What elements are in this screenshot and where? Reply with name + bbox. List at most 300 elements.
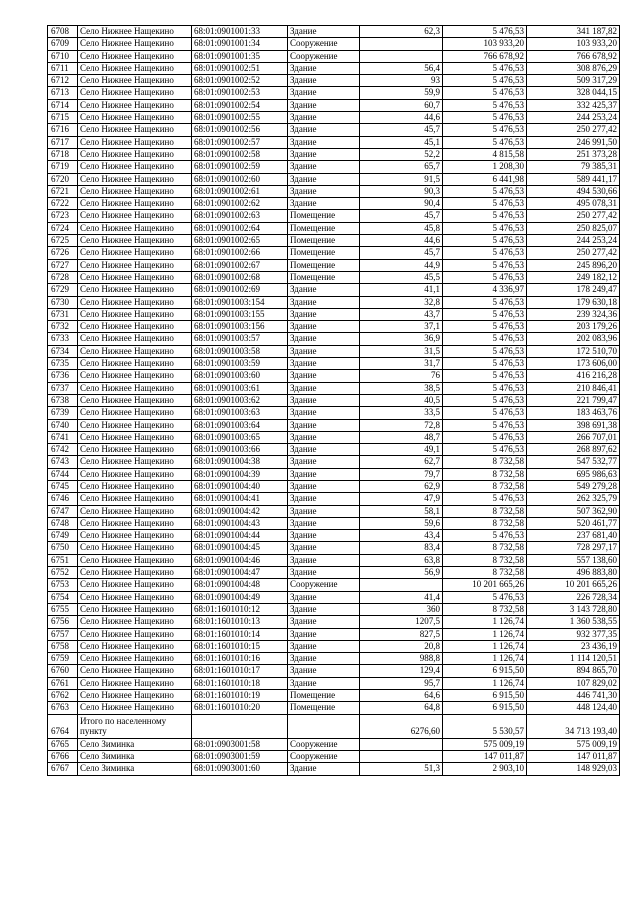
cadastral-number-cell: 68:01:0901003:64: [192, 419, 288, 431]
cadastral-value-cell: 266 707,01: [527, 431, 620, 443]
table-row: [48, 419, 620, 431]
settlement-name-cell: Село Нижнее Нащекино: [78, 407, 192, 419]
cadastral-number-cell: 68:01:0901002:59: [192, 161, 288, 173]
unit-value-cell: 5 476,53: [443, 493, 527, 505]
cadastral-value-cell: 575 009,19: [527, 738, 620, 750]
table-row: [48, 308, 620, 320]
settlement-name-cell: Село Нижнее Нащекино: [78, 136, 192, 148]
row-number-cell: 6736: [48, 370, 78, 382]
unit-value-cell: 5 476,53: [443, 222, 527, 234]
object-type-cell: Здание: [288, 493, 360, 505]
unit-value-cell: 5 476,53: [443, 321, 527, 333]
area-cell: 45,5: [360, 271, 443, 283]
cadastral-value-cell: 245 896,20: [527, 259, 620, 271]
cadastral-value-cell: 341 187,82: [527, 26, 620, 38]
unit-value-cell: 4 336,97: [443, 284, 527, 296]
unit-value-cell: 1 126,74: [443, 640, 527, 652]
area-cell: 45,7: [360, 247, 443, 259]
row-number-cell: 6742: [48, 444, 78, 456]
unit-value-cell: 5 476,53: [443, 259, 527, 271]
cadastral-number-cell: 68:01:0901002:58: [192, 148, 288, 160]
unit-value-cell: 4 815,58: [443, 148, 527, 160]
object-type-cell: Здание: [288, 468, 360, 480]
cadastral-number-cell: 68:01:0901002:63: [192, 210, 288, 222]
row-number-cell: 6716: [48, 124, 78, 136]
row-number-cell: 6733: [48, 333, 78, 345]
table-row: [48, 468, 620, 480]
unit-value-cell: 5 530,57: [443, 714, 527, 738]
settlement-name-cell: Село Нижнее Нащекино: [78, 161, 192, 173]
cadastral-value-cell: 3 143 728,80: [527, 603, 620, 615]
table-row: [48, 394, 620, 406]
table-row: [48, 714, 620, 738]
cadastral-number-cell: 68:01:1601010:13: [192, 616, 288, 628]
table-row: [48, 136, 620, 148]
settlement-name-cell: Село Нижнее Нащекино: [78, 308, 192, 320]
cadastral-value-cell: 268 897,62: [527, 444, 620, 456]
settlement-name-cell: Село Нижнее Нащекино: [78, 148, 192, 160]
table-row: [48, 542, 620, 554]
unit-value-cell: 5 476,53: [443, 333, 527, 345]
cadastral-number-cell: 68:01:1601010:16: [192, 653, 288, 665]
settlement-name-cell: Село Нижнее Нащекино: [78, 321, 192, 333]
object-type-cell: Здание: [288, 517, 360, 529]
table-row: [48, 173, 620, 185]
table-row: [48, 38, 620, 50]
settlement-name-cell: Село Нижнее Нащекино: [78, 222, 192, 234]
cadastral-number-cell: 68:01:1601010:19: [192, 690, 288, 702]
unit-value-cell: 5 476,53: [443, 198, 527, 210]
cadastral-value-cell: 210 846,41: [527, 382, 620, 394]
settlement-name-cell: Село Нижнее Нащекино: [78, 235, 192, 247]
object-type-cell: Помещение: [288, 235, 360, 247]
table-row: [48, 382, 620, 394]
area-cell: 45,7: [360, 124, 443, 136]
area-cell: 38,5: [360, 382, 443, 394]
cadastral-value-cell: 932 377,35: [527, 628, 620, 640]
object-type-cell: Помещение: [288, 247, 360, 259]
table-row: [48, 75, 620, 87]
cadastral-number-cell: 68:01:0901003:63: [192, 407, 288, 419]
row-number-cell: 6718: [48, 148, 78, 160]
unit-value-cell: 5 476,53: [443, 75, 527, 87]
object-type-cell: Здание: [288, 407, 360, 419]
cadastral-value-cell: 250 277,42: [527, 210, 620, 222]
unit-value-cell: 575 009,19: [443, 738, 527, 750]
row-number-cell: 6749: [48, 530, 78, 542]
unit-value-cell: 5 476,53: [443, 530, 527, 542]
cadastral-value-cell: 79 385,31: [527, 161, 620, 173]
cadastral-number-cell: 68:01:0901003:66: [192, 444, 288, 456]
table-row: [48, 653, 620, 665]
cadastral-value-cell: 589 441,17: [527, 173, 620, 185]
area-cell: [360, 750, 443, 762]
unit-value-cell: 5 476,53: [443, 62, 527, 74]
object-type-cell: Здание: [288, 284, 360, 296]
settlement-name-cell: Село Нижнее Нащекино: [78, 112, 192, 124]
settlement-name-cell: Село Нижнее Нащекино: [78, 87, 192, 99]
unit-value-cell: 6 915,50: [443, 665, 527, 677]
cadastral-number-cell: 68:01:0901004:45: [192, 542, 288, 554]
settlement-name-cell: Село Зиминка: [78, 738, 192, 750]
cadastral-value-cell: 10 201 665,26: [527, 579, 620, 591]
unit-value-cell: 5 476,53: [443, 296, 527, 308]
row-number-cell: 6752: [48, 567, 78, 579]
cadastral-number-cell: 68:01:0901004:40: [192, 480, 288, 492]
row-number-cell: 6761: [48, 677, 78, 689]
row-number-cell: 6717: [48, 136, 78, 148]
cadastral-number-cell: 68:01:0901004:39: [192, 468, 288, 480]
settlement-name-cell: Село Нижнее Нащекино: [78, 517, 192, 529]
cadastral-number-cell: 68:01:0901002:65: [192, 235, 288, 247]
table-row: [48, 456, 620, 468]
object-type-cell: Здание: [288, 124, 360, 136]
row-number-cell: 6751: [48, 554, 78, 566]
row-number-cell: 6731: [48, 308, 78, 320]
settlement-name-cell: Село Нижнее Нащекино: [78, 198, 192, 210]
settlement-name-cell: Село Нижнее Нащекино: [78, 247, 192, 259]
area-cell: 83,4: [360, 542, 443, 554]
unit-value-cell: 5 476,53: [443, 345, 527, 357]
cadastral-value-cell: 34 713 193,40: [527, 714, 620, 738]
cadastral-value-cell: 507 362,90: [527, 505, 620, 517]
table-row: [48, 370, 620, 382]
settlement-name-cell: Село Нижнее Нащекино: [78, 124, 192, 136]
settlement-name-cell: Село Нижнее Нащекино: [78, 99, 192, 111]
area-cell: 65,7: [360, 161, 443, 173]
row-number-cell: 6738: [48, 394, 78, 406]
cadastral-number-cell: 68:01:0901004:41: [192, 493, 288, 505]
object-type-cell: Здание: [288, 148, 360, 160]
row-number-cell: 6764: [48, 714, 78, 738]
cadastral-number-cell: 68:01:0901004:42: [192, 505, 288, 517]
object-type-cell: Здание: [288, 136, 360, 148]
row-number-cell: 6734: [48, 345, 78, 357]
row-number-cell: 6729: [48, 284, 78, 296]
cadastral-number-cell: 68:01:1601010:20: [192, 702, 288, 714]
area-cell: [360, 738, 443, 750]
area-cell: 44,9: [360, 259, 443, 271]
object-type-cell: Сооружение: [288, 579, 360, 591]
settlement-name-cell: Село Нижнее Нащекино: [78, 419, 192, 431]
cadastral-value-cell: 250 277,42: [527, 247, 620, 259]
cadastral-number-cell: 68:01:0901002:53: [192, 87, 288, 99]
cadastral-value-cell: 103 933,20: [527, 38, 620, 50]
cadastral-value-cell: 251 373,28: [527, 148, 620, 160]
cadastral-number-cell: 68:01:0901002:69: [192, 284, 288, 296]
row-number-cell: 6719: [48, 161, 78, 173]
row-number-cell: 6715: [48, 112, 78, 124]
cadastral-value-cell: 250 277,42: [527, 124, 620, 136]
cadastral-value-cell: 237 681,40: [527, 530, 620, 542]
cadastral-number-cell: 68:01:0901003:61: [192, 382, 288, 394]
cadastral-value-cell: 203 179,26: [527, 321, 620, 333]
object-type-cell: Здание: [288, 591, 360, 603]
row-number-cell: 6743: [48, 456, 78, 468]
area-cell: 62,9: [360, 480, 443, 492]
settlement-name-cell: Село Нижнее Нащекино: [78, 579, 192, 591]
cadastral-value-cell: 494 530,66: [527, 185, 620, 197]
settlement-name-cell: Село Нижнее Нащекино: [78, 603, 192, 615]
table-row: [48, 185, 620, 197]
object-type-cell: Здание: [288, 505, 360, 517]
unit-value-cell: 5 476,53: [443, 26, 527, 38]
cadastral-value-cell: 398 691,38: [527, 419, 620, 431]
cadastral-number-cell: [192, 714, 288, 738]
cadastral-value-cell: 202 083,96: [527, 333, 620, 345]
cadastral-value-cell: 178 249,47: [527, 284, 620, 296]
unit-value-cell: 5 476,53: [443, 235, 527, 247]
cadastral-number-cell: 68:01:0901003:58: [192, 345, 288, 357]
area-cell: 31,5: [360, 345, 443, 357]
object-type-cell: Здание: [288, 185, 360, 197]
area-cell: [360, 38, 443, 50]
cadastral-value-cell: 328 044,15: [527, 87, 620, 99]
object-type-cell: Здание: [288, 370, 360, 382]
area-cell: 90,4: [360, 198, 443, 210]
table-row: [48, 690, 620, 702]
unit-value-cell: 5 476,53: [443, 407, 527, 419]
settlement-name-cell: Село Нижнее Нащекино: [78, 358, 192, 370]
object-type-cell: Здание: [288, 542, 360, 554]
unit-value-cell: 147 011,87: [443, 750, 527, 762]
table-row: [48, 321, 620, 333]
area-cell: 47,9: [360, 493, 443, 505]
cadastral-number-cell: 68:01:0901002:55: [192, 112, 288, 124]
settlement-name-cell: Село Нижнее Нащекино: [78, 62, 192, 74]
area-cell: 91,5: [360, 173, 443, 185]
cadastral-number-cell: 68:01:0901003:59: [192, 358, 288, 370]
row-number-cell: 6745: [48, 480, 78, 492]
row-number-cell: 6713: [48, 87, 78, 99]
cadastral-value-cell: 547 532,77: [527, 456, 620, 468]
row-number-cell: 6711: [48, 62, 78, 74]
cadastral-value-cell: 520 461,77: [527, 517, 620, 529]
cadastral-number-cell: 68:01:0901002:54: [192, 99, 288, 111]
object-type-cell: Здание: [288, 554, 360, 566]
table-row: [48, 665, 620, 677]
row-number-cell: 6710: [48, 50, 78, 62]
unit-value-cell: 8 732,58: [443, 542, 527, 554]
cadastral-value-cell: 894 865,70: [527, 665, 620, 677]
table-row: [48, 591, 620, 603]
object-type-cell: Здание: [288, 62, 360, 74]
area-cell: [360, 50, 443, 62]
table-row: [48, 235, 620, 247]
unit-value-cell: 1 126,74: [443, 616, 527, 628]
cadastral-number-cell: 68:01:0901002:68: [192, 271, 288, 283]
cadastral-value-cell: 509 317,29: [527, 75, 620, 87]
cadastral-number-cell: 68:01:0901004:47: [192, 567, 288, 579]
settlement-name-cell: Село Нижнее Нащекино: [78, 38, 192, 50]
settlement-name-cell: Село Нижнее Нащекино: [78, 50, 192, 62]
table-row: [48, 628, 620, 640]
area-cell: 43,7: [360, 308, 443, 320]
row-number-cell: 6765: [48, 738, 78, 750]
table-row: [48, 517, 620, 529]
object-type-cell: Здание: [288, 419, 360, 431]
settlement-name-cell: Село Нижнее Нащекино: [78, 554, 192, 566]
table-row: [48, 505, 620, 517]
cadastral-value-cell: 172 510,70: [527, 345, 620, 357]
row-number-cell: 6728: [48, 271, 78, 283]
table-row: [48, 616, 620, 628]
object-type-cell: Помещение: [288, 271, 360, 283]
object-type-cell: Здание: [288, 431, 360, 443]
cadastral-number-cell: 68:01:0901002:56: [192, 124, 288, 136]
unit-value-cell: 5 476,53: [443, 112, 527, 124]
area-cell: 62,7: [360, 456, 443, 468]
unit-value-cell: 1 126,74: [443, 677, 527, 689]
object-type-cell: Здание: [288, 112, 360, 124]
table-row: [48, 271, 620, 283]
area-cell: 43,4: [360, 530, 443, 542]
object-type-cell: Здание: [288, 321, 360, 333]
object-type-cell: [288, 714, 360, 738]
area-cell: 52,2: [360, 148, 443, 160]
area-cell: 32,8: [360, 296, 443, 308]
unit-value-cell: 1 126,74: [443, 628, 527, 640]
cadastral-value-cell: 1 360 538,55: [527, 616, 620, 628]
cadastral-number-cell: 68:01:0901002:51: [192, 62, 288, 74]
cadastral-number-cell: 68:01:0901002:64: [192, 222, 288, 234]
area-cell: 360: [360, 603, 443, 615]
unit-value-cell: 6 441,98: [443, 173, 527, 185]
cadastral-number-cell: 68:01:1601010:15: [192, 640, 288, 652]
row-number-cell: 6760: [48, 665, 78, 677]
object-type-cell: Здание: [288, 456, 360, 468]
object-type-cell: Здание: [288, 161, 360, 173]
row-number-cell: 6754: [48, 591, 78, 603]
cadastral-value-cell: 448 124,40: [527, 702, 620, 714]
area-cell: 45,1: [360, 136, 443, 148]
cadastral-value-cell: 495 078,31: [527, 198, 620, 210]
area-cell: 827,5: [360, 628, 443, 640]
unit-value-cell: 8 732,58: [443, 468, 527, 480]
cadastral-number-cell: 68:01:0903001:58: [192, 738, 288, 750]
object-type-cell: Помещение: [288, 702, 360, 714]
table-row: [48, 112, 620, 124]
object-type-cell: Сооружение: [288, 738, 360, 750]
object-type-cell: Здание: [288, 99, 360, 111]
table-row: [48, 161, 620, 173]
area-cell: 51,3: [360, 763, 443, 775]
unit-value-cell: 8 732,58: [443, 517, 527, 529]
cadastral-number-cell: 68:01:0901004:49: [192, 591, 288, 603]
settlement-name-cell: Село Нижнее Нащекино: [78, 173, 192, 185]
table-row: [48, 358, 620, 370]
area-cell: 45,8: [360, 222, 443, 234]
object-type-cell: Здание: [288, 358, 360, 370]
area-cell: 37,1: [360, 321, 443, 333]
object-type-cell: Здание: [288, 382, 360, 394]
area-cell: 95,7: [360, 677, 443, 689]
unit-value-cell: 5 476,53: [443, 247, 527, 259]
object-type-cell: Сооружение: [288, 50, 360, 62]
area-cell: 64,6: [360, 690, 443, 702]
object-type-cell: Сооружение: [288, 750, 360, 762]
cadastral-number-cell: 68:01:1601010:17: [192, 665, 288, 677]
settlement-name-cell: Село Нижнее Нащекино: [78, 468, 192, 480]
settlement-name-cell: Село Зиминка: [78, 750, 192, 762]
settlement-name-cell: Село Нижнее Нащекино: [78, 505, 192, 517]
table-row: [48, 738, 620, 750]
area-cell: 33,5: [360, 407, 443, 419]
unit-value-cell: 6 915,50: [443, 702, 527, 714]
unit-value-cell: 766 678,92: [443, 50, 527, 62]
settlement-name-cell: Село Нижнее Нащекино: [78, 591, 192, 603]
table-row: [48, 677, 620, 689]
object-type-cell: Здание: [288, 665, 360, 677]
cadastral-value-cell: 173 606,00: [527, 358, 620, 370]
settlement-name-cell: Село Нижнее Нащекино: [78, 677, 192, 689]
cadastral-number-cell: 68:01:1601010:18: [192, 677, 288, 689]
area-cell: 1207,5: [360, 616, 443, 628]
row-number-cell: 6724: [48, 222, 78, 234]
settlement-name-cell: Село Нижнее Нащекино: [78, 616, 192, 628]
cadastral-number-cell: 68:01:0901001:34: [192, 38, 288, 50]
settlement-name-cell: Село Нижнее Нащекино: [78, 493, 192, 505]
table-row: [48, 493, 620, 505]
settlement-name-cell: Село Нижнее Нащекино: [78, 444, 192, 456]
cadastral-value-cell: 23 436,19: [527, 640, 620, 652]
table-row: [48, 480, 620, 492]
area-cell: 20,8: [360, 640, 443, 652]
area-cell: 41,4: [360, 591, 443, 603]
area-cell: 988,8: [360, 653, 443, 665]
cadastral-number-cell: 68:01:0901003:60: [192, 370, 288, 382]
cadastral-number-cell: 68:01:0901002:67: [192, 259, 288, 271]
cadastral-number-cell: 68:01:0903001:59: [192, 750, 288, 762]
settlement-name-cell: Село Нижнее Нащекино: [78, 75, 192, 87]
unit-value-cell: 5 476,53: [443, 308, 527, 320]
unit-value-cell: 5 476,53: [443, 185, 527, 197]
settlement-name-cell: Село Нижнее Нащекино: [78, 271, 192, 283]
settlement-name-cell: Село Нижнее Нащекино: [78, 370, 192, 382]
table-row: [48, 554, 620, 566]
table-row: [48, 222, 620, 234]
row-number-cell: 6753: [48, 579, 78, 591]
settlement-name-cell: Село Нижнее Нащекино: [78, 431, 192, 443]
cadastral-number-cell: 68:01:0901002:60: [192, 173, 288, 185]
unit-value-cell: 5 476,53: [443, 382, 527, 394]
unit-value-cell: 8 732,58: [443, 567, 527, 579]
unit-value-cell: 5 476,53: [443, 370, 527, 382]
row-number-cell: 6722: [48, 198, 78, 210]
area-cell: 56,4: [360, 62, 443, 74]
area-cell: 58,1: [360, 505, 443, 517]
area-cell: 40,5: [360, 394, 443, 406]
unit-value-cell: 5 476,53: [443, 210, 527, 222]
row-number-cell: 6748: [48, 517, 78, 529]
settlement-name-cell: Село Нижнее Нащекино: [78, 185, 192, 197]
settlement-name-cell: Село Нижнее Нащекино: [78, 259, 192, 271]
unit-value-cell: 103 933,20: [443, 38, 527, 50]
table-row: [48, 567, 620, 579]
table-row: [48, 26, 620, 38]
area-cell: 93: [360, 75, 443, 87]
object-type-cell: Здание: [288, 198, 360, 210]
unit-value-cell: 5 476,53: [443, 99, 527, 111]
cadastral-number-cell: 68:01:0901004:44: [192, 530, 288, 542]
cadastral-value-cell: 221 799,47: [527, 394, 620, 406]
cadastral-value-cell: 226 728,34: [527, 591, 620, 603]
object-type-cell: Здание: [288, 296, 360, 308]
area-cell: [360, 579, 443, 591]
table-row: [48, 259, 620, 271]
object-type-cell: Здание: [288, 763, 360, 775]
cadastral-number-cell: 68:01:0901003:62: [192, 394, 288, 406]
